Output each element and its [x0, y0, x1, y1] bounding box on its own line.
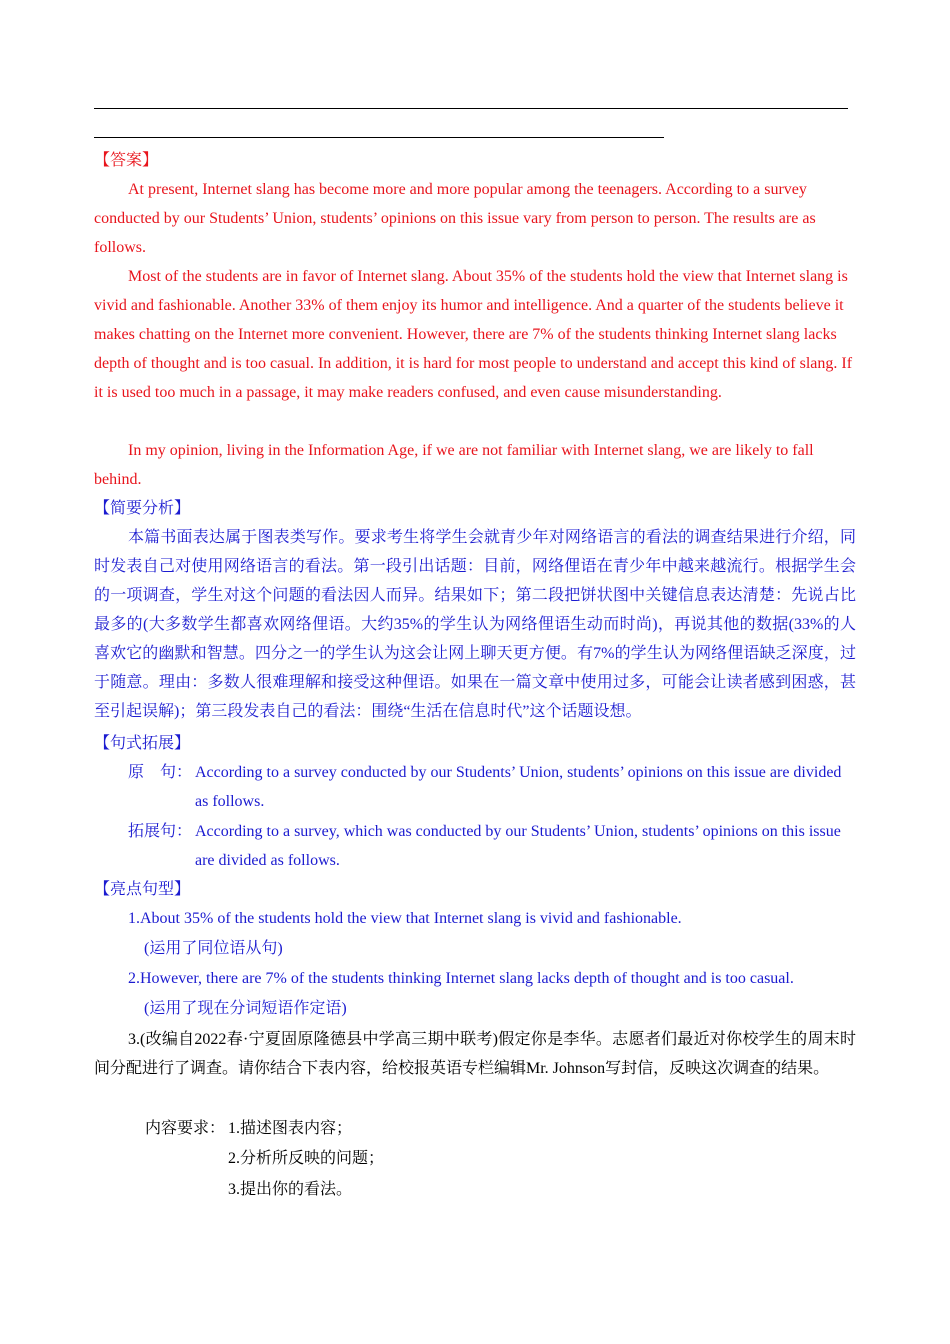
- question-text: 3.(改编自2022春·宁夏固原隆德县中学高三期中联考)假定你是李华。志愿者们最近对你校学生的周末时间分配进行了调查。请你结合下表内容，给校报英语专栏编辑Mr. Johnson写封信，反映这次调查的结果。: [94, 1031, 856, 1077]
- highlight-note: (运用了同位语从句): [144, 940, 283, 957]
- expanded-sentence-label: 拓展句：: [128, 823, 193, 840]
- requirement-item: 1.描述图表内容；: [228, 1120, 353, 1137]
- analysis-heading: 【简要分析】: [94, 500, 191, 517]
- answer-line-1: [94, 108, 848, 109]
- requirements-label: 内容要求：: [145, 1120, 226, 1137]
- highlight-note: (运用了现在分词短语作定语): [144, 1000, 347, 1017]
- answer-line-2: [94, 137, 664, 138]
- answer-paragraph-2: Most of the students are in favor of Internet slang. About 35% of the students hold the view that Internet slang is vivid and fashionable. Another 33% of them enjoy its humor and intelligence. And a quarter of the students believe it makes chatting on the Internet more convenient. However, there are 7% of the students thinking Internet slang lacks depth of thought and is too casual. In addition, it is hard for most people to understand and accept this kind of slang. If it is used too much in a passage, it may make readers confused, and even cause misunderstanding.: [94, 268, 853, 401]
- expanded-sentence-text: According to a survey, which was conducted by our Students’ Union, students’ opinions on this issue are divided as follows.: [195, 823, 841, 869]
- analysis-text: 本篇书面表达属于图表类写作。要求考生将学生会就青少年对网络语言的看法的调查结果进行介绍，同时发表自己对使用网络语言的看法。第一段引出话题：目前，网络俚语在青少年中越来越流行。根据学生会的一项调查，学生对这个问题的看法因人而异。结果如下；第二段把饼状图中关键信息表达清楚：先说占比最多的(大多数学生都喜欢网络俚语。大约35%的学生认为网络俚语生动而时尚)，再说其他的数据(33%的人喜欢它的幽默和智慧。四分之一的学生认为这会让网上聊天更方便。有7%的学生认为网络俚语缺乏深度，过于随意。理由：多数人很难理解和接受这种俚语。如果在一篇文章中使用过多，可能会让读者感到困惑，甚至引起误解)；第三段发表自己的看法：围绕“生活在信息时代”这个话题设想。: [94, 529, 856, 720]
- requirement-item: 2.分析所反映的问题；: [228, 1150, 385, 1167]
- requirement-item: 3.提出你的看法。: [228, 1181, 353, 1198]
- answer-heading: 【答案】: [94, 152, 159, 169]
- highlight-sentence: 1.About 35% of the students hold the view that Internet slang is vivid and fashionable.: [128, 910, 682, 927]
- highlights-heading: 【亮点句型】: [94, 881, 191, 898]
- original-sentence-text: According to a survey conducted by our Students’ Union, students’ opinions on this issue are divided as follows.: [195, 764, 842, 810]
- highlight-sentence: 2.However, there are 7% of the students thinking Internet slang lacks depth of thought and is too casual.: [128, 970, 794, 987]
- sentence-expansion-heading: 【句式拓展】: [94, 735, 191, 752]
- answer-paragraph-3: In my opinion, living in the Information Age, if we are not familiar with Internet slang, we are likely to fall behind.: [94, 442, 814, 488]
- answer-paragraph-1: At present, Internet slang has become more and more popular among the teenagers. According to a survey conducted by our Students’ Union, students’ opinions on this issue vary from person to person. The results are as follows.: [94, 181, 816, 256]
- original-sentence-label: 原 句：: [128, 764, 193, 781]
